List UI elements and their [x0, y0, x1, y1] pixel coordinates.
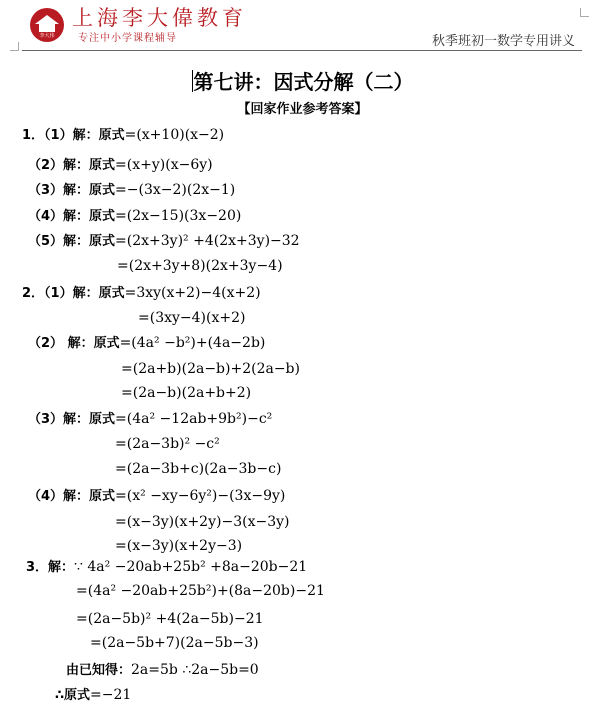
answer-line — [28, 180, 235, 201]
line-math: =3xy(x+2)−4(x+2) — [124, 285, 261, 301]
line-label: （3）解：原式 — [28, 412, 116, 427]
answer-line — [115, 512, 289, 533]
line-math: =(x+10)(x−2) — [124, 127, 225, 143]
line-math: =(4a² −12ab+9b²)−c² — [115, 411, 273, 427]
line-math: 2a=5b ∴2a−5b=0 — [131, 662, 259, 678]
answer-line — [115, 459, 281, 480]
line-label: （2） 解：原式 — [28, 336, 120, 351]
answer-line — [90, 633, 259, 654]
line-math: =(x² −xy−6y²)−(3x−9y) — [115, 488, 286, 504]
line-math: ∵ 4a² −20ab+25b² +8a−20b−21 — [74, 559, 308, 575]
page-title-text: 第七讲：因式分解（二） — [193, 70, 414, 94]
line-math: =−21 — [90, 687, 132, 703]
line-label: （4）解：原式 — [28, 489, 116, 504]
answer-line — [26, 557, 307, 578]
logo-icon — [30, 8, 64, 42]
answer-line — [22, 125, 224, 146]
answer-line — [76, 581, 325, 602]
line-math: =(x+y)(x−6y) — [115, 157, 213, 173]
answer-line — [138, 308, 245, 329]
line-label: （5）解：原式 — [28, 234, 116, 249]
line-label: （4）解：原式 — [28, 209, 116, 224]
line-math: =(x−3y)(x+2y−3) — [115, 538, 243, 554]
logo-tag: 李大伟 — [39, 33, 55, 39]
line-math: =(2x+3y+8)(2x+3y−4) — [117, 258, 283, 274]
line-label: （2）解：原式 — [28, 158, 116, 173]
answer-line — [28, 333, 265, 354]
line-math: =(x−3y)(x+2y)−3(x−3y) — [115, 514, 290, 530]
line-label: 由已知得： — [66, 663, 132, 678]
answer-line — [121, 383, 251, 404]
answer-line — [55, 685, 131, 706]
answer-line — [121, 359, 300, 380]
line-math: =(2a+b)(2a−b)+2(2a−b) — [121, 361, 300, 377]
text-cursor — [192, 70, 193, 92]
line-math: =(4a² −b²)+(4a−2b) — [119, 335, 266, 351]
course-name: 秋季班初一数学专用讲义 — [431, 34, 575, 49]
brand-name: 上海李大偉教育 — [72, 6, 247, 30]
brand-slogan: 专注中小学课程辅导 — [78, 33, 177, 44]
header-divider — [22, 50, 582, 51]
line-math: =(2a−3b)² −c² — [115, 436, 220, 452]
answer-line — [117, 256, 283, 277]
line-label: 2．（1）解：原式 — [22, 286, 125, 301]
answer-line — [28, 155, 213, 176]
line-math: =(2x−15)(3x−20) — [115, 208, 242, 224]
answer-line — [115, 536, 242, 557]
line-math: =(3xy−4)(x+2) — [138, 310, 246, 326]
answer-line — [76, 609, 264, 630]
answer-line — [28, 231, 300, 252]
margin-corner-mark — [10, 42, 19, 51]
answer-line — [115, 434, 220, 455]
page-header — [0, 0, 605, 52]
line-math: =(2a−3b+c)(2a−3b−c) — [115, 461, 282, 477]
line-label: （3）解：原式 — [28, 183, 116, 198]
line-math: =(2a−b)(2a+b+2) — [121, 385, 252, 401]
page-title[interactable] — [0, 70, 605, 94]
line-label: 1．（1）解：原式 — [22, 128, 125, 143]
line-math: =(2a−5b+7)(2a−5b−3) — [90, 635, 259, 651]
line-label: 3．解： — [26, 560, 75, 575]
margin-corner-mark — [580, 8, 589, 17]
line-math: =(2a−5b)² +4(2a−5b)−21 — [76, 611, 264, 627]
line-math: =(4a² −20ab+25b²)+(8a−20b)−21 — [76, 583, 325, 599]
line-math: =−(3x−2)(2x−1) — [115, 182, 236, 198]
answer-line — [28, 486, 285, 507]
line-label: ∴原式 — [55, 688, 91, 703]
line-math: =(2x+3y)² +4(2x+3y)−32 — [115, 233, 300, 249]
answer-line — [28, 409, 272, 430]
answer-line — [66, 660, 259, 681]
page-subtitle: 【回家作业参考答案】 — [237, 102, 368, 117]
answer-line — [28, 206, 241, 227]
answer-line — [22, 283, 261, 304]
